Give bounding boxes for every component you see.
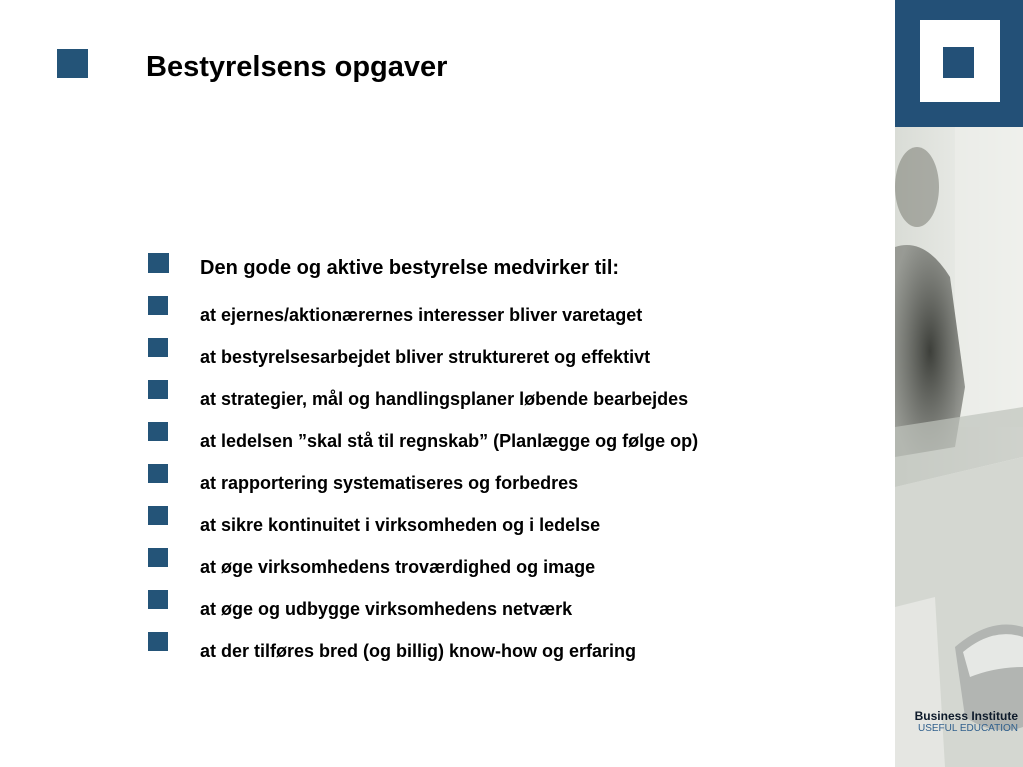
bullet-square-icon — [148, 464, 168, 483]
list-item-text: at ejernes/aktionærernes interesser bliver varetaget — [200, 305, 643, 325]
bullet-square-icon — [148, 632, 168, 651]
title-bullet-square — [57, 49, 88, 78]
list-item — [148, 380, 698, 422]
list-item — [148, 506, 698, 548]
bullet-square-icon — [148, 296, 168, 315]
slide-title: Bestyrelsens opgaver — [146, 51, 448, 83]
list-item-text: at rapportering systematiseres og forbedres — [200, 473, 579, 493]
bullet-list — [148, 250, 698, 674]
office-photo — [895, 127, 1023, 767]
list-item-text: at sikre kontinuitet i virksomheden og i ledelse — [200, 515, 601, 535]
bullet-square-icon — [148, 422, 168, 441]
list-item-text: at ledelsen ”skal stå til regnskab” (Planlægge og følge op) — [200, 431, 699, 451]
list-item — [148, 422, 698, 464]
bullet-square-icon — [148, 253, 169, 273]
lead-text: Den gode og aktive bestyrelse medvirker til: — [200, 257, 620, 279]
list-item — [148, 590, 698, 632]
bullet-square-icon — [148, 380, 168, 399]
list-item-text: at strategier, mål og handlingsplaner løbende bearbejdes — [200, 389, 689, 409]
list-item-text: at øge og udbygge virksomhedens netværk — [200, 599, 573, 619]
list-item — [148, 632, 698, 674]
logo-inner-square — [943, 47, 974, 78]
list-item-text: at bestyrelsesarbejdet bliver struktureret og effektivt — [200, 347, 651, 367]
office-photo-illustration — [895, 127, 1023, 767]
list-item — [148, 338, 698, 380]
brand-tagline: USEFUL EDUCATION — [917, 723, 1018, 734]
list-item — [148, 548, 698, 590]
bullet-square-icon — [148, 338, 168, 357]
logo-square-icon — [895, 0, 1023, 127]
brand-logo — [900, 709, 1018, 735]
list-item — [148, 464, 698, 506]
list-item-text: at der tilføres bred (og billig) know-how og erfaring — [200, 641, 637, 661]
list-item — [148, 296, 698, 338]
side-panel — [895, 0, 1023, 767]
bullet-square-icon — [148, 548, 168, 567]
list-item-text: at øge virksomhedens troværdighed og image — [200, 557, 596, 577]
bullet-square-icon — [148, 590, 168, 609]
lead-bullet — [148, 250, 698, 296]
bullet-square-icon — [148, 506, 168, 525]
brand-name: Business Institute — [914, 709, 1018, 723]
